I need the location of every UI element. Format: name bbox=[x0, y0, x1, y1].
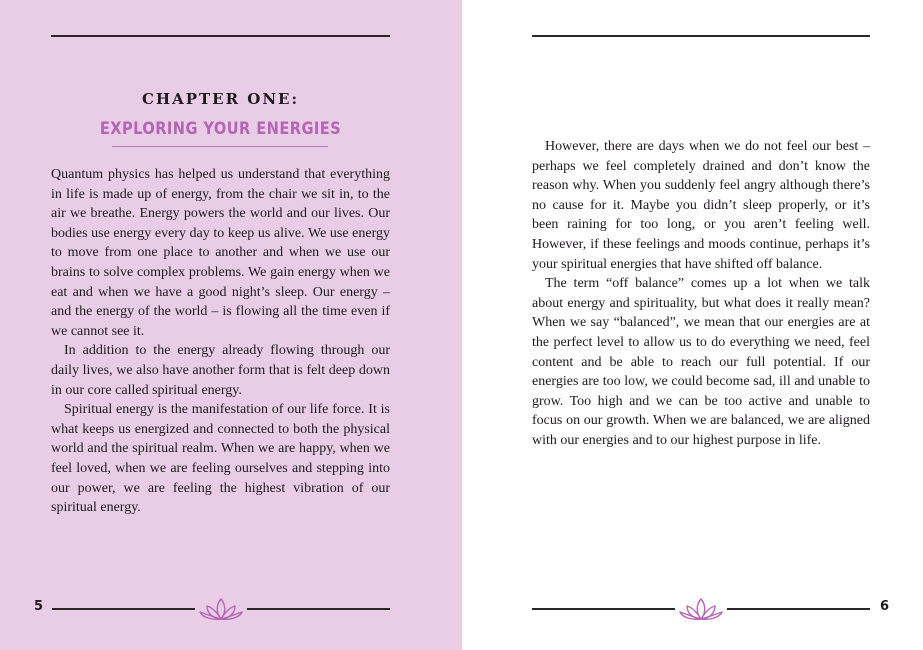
right-body-text bbox=[532, 137, 870, 451]
footer-rule-left bbox=[52, 608, 195, 610]
paragraph: Spiritual energy is the manifestation of our life force. It is what keeps us energized and connected to both the physical world and the spiritual realm. When we are happy, when we feel loved, when we are feeling ourselves and stepping into our power, we are feeling the highest vibration of our spiritual energy. bbox=[51, 402, 390, 516]
chapter-title: EXPLORING YOUR ENERGIES bbox=[99, 119, 342, 139]
footer-rule-left bbox=[532, 608, 675, 610]
right-page bbox=[462, 0, 923, 650]
paragraph: Quantum physics has helped us understand that everything in life is made up of energy, from the chair we sit in, to the air we breathe. Energy powers the world and our lives. Our bodies use energy every day to keep us alive. We use energy to move from one place to another and when we use our brains to solve complex problems. We gain energy when we eat and when we have a good night’s sleep. Our energy – and the energy of the world – is flowing all the time even if we cannot see it. bbox=[51, 167, 390, 339]
top-rule bbox=[51, 35, 390, 37]
footer-rule-right bbox=[727, 608, 870, 610]
page-footer bbox=[462, 597, 923, 621]
lotus-icon bbox=[197, 597, 245, 627]
title-underline bbox=[112, 146, 328, 147]
footer-rule-right bbox=[247, 608, 390, 610]
paragraph: However, there are days when we do not feel our best – perhaps we feel completely drained and don’t know the reason why. When you suddenly feel angry although there’s no cause for it. Maybe you didn’t sleep properly, or it’s been raining for too long, or you aren’t feeling well. However, if these feelings and moods continue, perhaps it’s your spiritual energies that have shifted off balance. bbox=[532, 139, 870, 272]
page-number: 5 bbox=[34, 599, 44, 614]
chapter-label: CHAPTER ONE: bbox=[141, 90, 300, 108]
left-body-text bbox=[51, 165, 390, 518]
page-number: 6 bbox=[880, 599, 890, 614]
paragraph: The term “off balance” comes up a lot when we talk about energy and spirituality, but what does it really mean? When we say “balanced”, we mean that our energies are at the perfect level to allow us to do everything we need, feel content and be able to reach our full potential. If our energies are too low, we could become sad, ill and unable to grow. Too high and we can be too active and unable to focus on our growth. When we are balanced, we are aligned with our energies and to our highest purpose in life. bbox=[532, 276, 870, 448]
paragraph: In addition to the energy already flowing through our daily lives, we also have another form that is felt deep down in our core called spiritual energy. bbox=[51, 343, 390, 398]
top-rule bbox=[532, 35, 870, 37]
lotus-icon bbox=[677, 597, 725, 627]
page-footer bbox=[0, 597, 462, 621]
